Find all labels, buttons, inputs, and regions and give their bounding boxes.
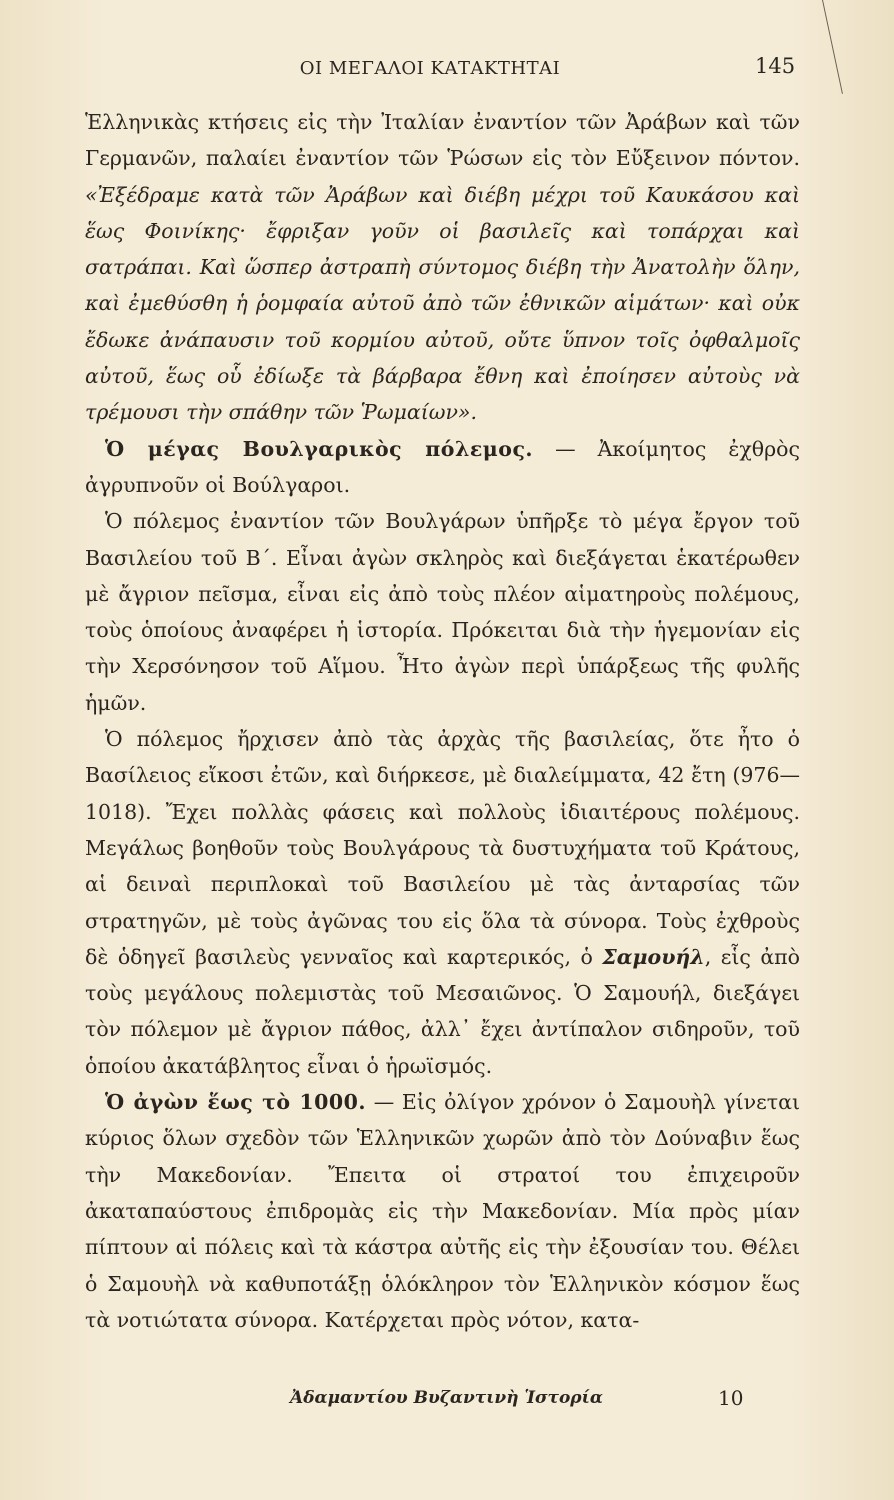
section-war-until-1000 xyxy=(85,1084,800,1338)
running-head: ΟΙ ΜΕΓΑΛΟΙ ΚΑΤΑΚΤΗΤΑΙ xyxy=(299,58,561,79)
samuel-name: Σαμουήλ xyxy=(602,944,705,969)
paragraph-3 xyxy=(85,721,800,1084)
paragraph-3-text-a: Ὁ πόλεμος ἤρχισεν ἀπὸ τὰς ἀρχὰς τῆς βασιλείας, ὅτε ἦτο ὁ Βασίλειος εἴκοσι ἐτῶν, καὶ διήρκεσε, μὲ διαλείμματα, 42 ἔτη (976—1018). Ἔχει πολλὰς φάσεις καὶ πολλοὺς ἰδιαιτέρους πολέμους. Μεγάλως βοηθοῦν τοὺς Βουλγάρους τὰ δυστυχήματα τοῦ Κράτους, αἱ δειναὶ περιπλοκαὶ τοῦ Βασιλείου μὲ τὰς ἀνταρσίας τῶν στρατηγῶν, μὲ τοὺς ἀγῶνας του εἰς ὅλα τὰ σύνορα. Τοὺς ἐχθροὺς δὲ ὁδηγεῖ βασιλεὺς γενναῖος καὶ καρτερικός, ὁ xyxy=(85,727,800,969)
paragraph-1 xyxy=(85,104,800,431)
section-intro-text: — Ἀκοίμητος ἐχθρὸς ἀγρυπνοῦν οἱ Βούλγαροι. xyxy=(85,436,800,497)
page-header xyxy=(0,54,894,88)
section-bulgarian-war xyxy=(85,431,800,504)
signature-mark: 10 xyxy=(718,1386,744,1410)
page-number: 145 xyxy=(755,54,796,78)
section-heading-bulgarian-war: Ὁ μέγας Βουλγαρικὸς πόλεμος. xyxy=(105,436,534,461)
chronicle-quote: «Ἐξέδραμε κατὰ τῶν Ἀράβων καὶ διέβη μέχρι τοῦ Καυκάσου καὶ ἕως Φοινίκης· ἔφριξαν γοῦν οἱ βασιλεῖς καὶ τοπάρχαι καὶ σατράπαι. Καὶ ὥσπερ ἀστραπὴ σύντομος διέβη τὴν Ἀνατολὴν ὅλην, καὶ ἐμεθύσθη ἡ ῥομφαία αὐτοῦ ἀπὸ τῶν ἐθνικῶν αἱμάτων· καὶ οὐκ ἔδωκε ἀνάπαυσιν τοῦ κορμίου αὐτοῦ, οὔτε ὕπνον τοῖς ὀφθαλμοῖς αὐτοῦ, ἕως οὗ ἐδίωξε τὰ βάρβαρα ἔθνη καὶ ἐποίησεν αὐτοὺς νὰ τρέμουσι τὴν σπάθην τῶν Ῥωμαίων». xyxy=(85,182,800,425)
section-text-war-until-1000: — Εἰς ὀλίγον χρόνον ὁ Σαμουὴλ γίνεται κύριος ὅλων σχεδὸν τῶν Ἑλληνικῶν χωρῶν ἀπὸ τὸν Δούναβιν ἕως τὴν Μακεδονίαν. Ἔπειτα οἱ στρατοί του ἐπιχειροῦν ἀκαταπαύστους ἐπιδρομὰς εἰς τὴν Μακεδονίαν. Μία πρὸς μίαν πίπτουν αἱ πόλεις καὶ τὰ κάστρα αὐτῆς εἰς τὴν ἐξουσίαν του. Θέλει ὁ Σαμουὴλ νὰ καθυποτάξῃ ὁλόκληρον τὸν Ἑλληνικὸν κόσμον ἕως τὰ νοτιώτατα σύνορα. Κατέρχεται πρὸς νότον, κατα- xyxy=(85,1090,800,1332)
section-heading-war-until-1000: Ὁ ἀγὼν ἕως τὸ 1000. xyxy=(105,1090,367,1115)
paragraph-1-text: Ἑλληνικὰς κτήσεις εἰς τὴν Ἰταλίαν ἐναντίον τῶν Ἀράβων καὶ τῶν Γερμανῶν, παλαίει ἐναντίον τῶν Ῥώσων εἰς τὸν Εὔξεινον πόντον. xyxy=(85,110,800,171)
page-footer xyxy=(0,1388,894,1418)
footer-book-title: Ἀδαμαντίου Βυζαντινὴ Ἱστορία xyxy=(290,1388,603,1408)
body-text xyxy=(85,104,800,1338)
paragraph-3-text-b: , εἷς ἀπὸ τοὺς μεγάλους πολεμιστὰς τοῦ Μεσαιῶνος. Ὁ Σαμουήλ, διεξάγει τὸν πόλεμον μὲ ἄγριον πάθος, ἀλλ᾽ ἔχει ἀντίπαλον σιδηροῦν, τοῦ ὁποίου ἀκατάβλητος εἶναι ὁ ἡρωϊσμός. xyxy=(85,944,800,1078)
paragraph-2: Ὁ πόλεμος ἐναντίον τῶν Βουλγάρων ὑπῆρξε τὸ μέγα ἔργον τοῦ Βασιλείου τοῦ Β΄. Εἶναι ἀγὼν σκληρὸς καὶ διεξάγεται ἑκατέρωθεν μὲ ἄγριον πεῖσμα, εἶναι εἰς ἀπὸ τοὺς πλέον αἱματηροὺς πολέμους, τοὺς ὁποίους ἀναφέρει ἡ ἱστορία. Πρόκειται διὰ τὴν ἡγεμονίαν εἰς τὴν Χερσόνησον τοῦ Αἵμου. Ἦτο ἀγὼν περὶ ὑπάρξεως τῆς φυλῆς ἡμῶν. xyxy=(85,509,800,715)
